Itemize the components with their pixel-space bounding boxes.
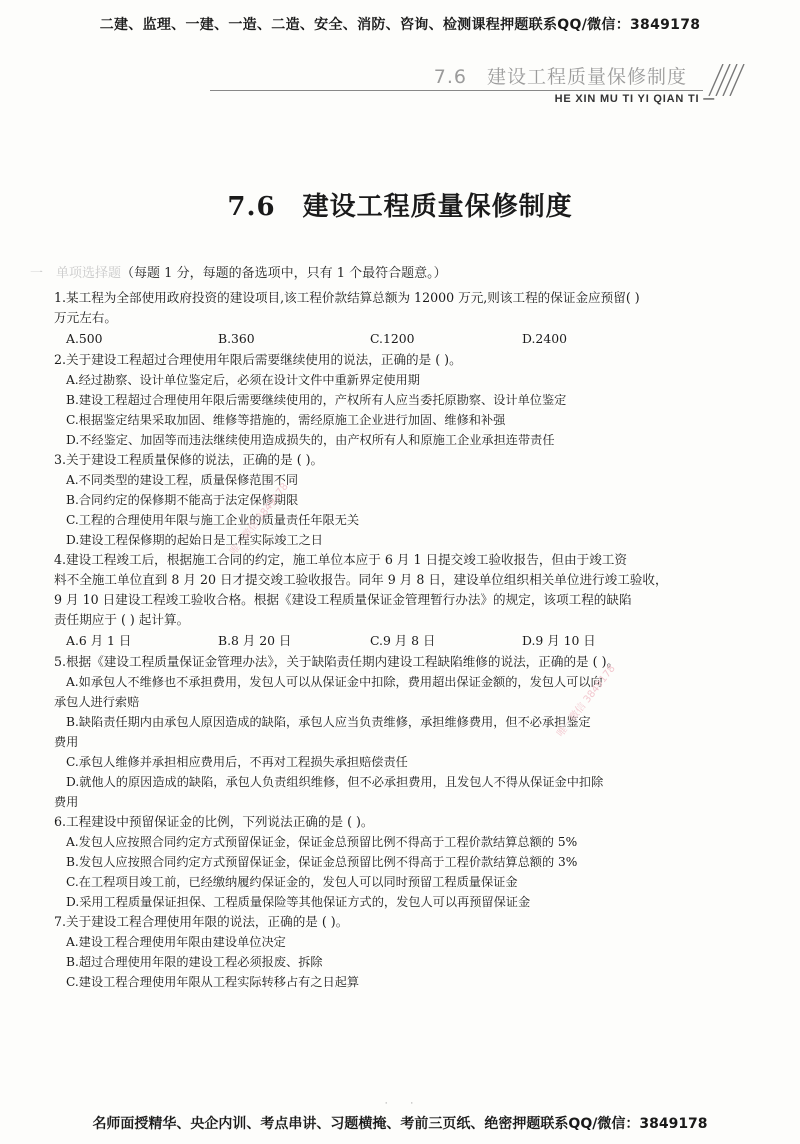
question-block — [54, 812, 772, 912]
answer-option: C.工程的合理使用年限与施工企业的质量责任年限无关 — [66, 513, 360, 527]
question-stem-continued: 责任期应于 ( ) 起计算。 — [54, 612, 190, 627]
answer-option: D.就他人的原因造成的缺陷，承包人负责组织维修，但不必承担费用，且发包人不得从保证金中扣除 — [66, 775, 604, 789]
section-prefix: 一 — [30, 266, 57, 281]
answer-option-continued: 承包人进行索赔 — [54, 695, 140, 709]
question-stem: 7.关于建设工程合理使用年限的说法，正确的是 ( )。 — [54, 914, 349, 929]
answer-option: A.如承包人不维修也不承担费用，发包人可以从保证金中扣除，费用超出保证金额的，发包人可以向 — [66, 675, 603, 689]
answer-option: A.不同类型的建设工程，质量保修范围不同 — [66, 473, 299, 487]
question-stem: 4.建设工程竣工后，根据施工合同的约定，施工单位本应于 6 月 1 日提交竣工验收报告，但由于竣工资 — [54, 552, 627, 567]
watermark-text: 唯一微信 3849178 — [228, 481, 291, 558]
question-block — [54, 652, 772, 812]
answer-option: B.发包人应按照合同约定方式预留保证金，保证金总预留比例不得高于工程价款结算总额的 3% — [66, 855, 578, 869]
page-number: · · — [384, 1099, 416, 1109]
question-stem: 2.关于建设工程超过合理使用年限后需要继续使用的说法，正确的是 ( )。 — [54, 352, 462, 367]
answer-option: A.发包人应按照合同约定方式预留保证金，保证金总预留比例不得高于工程价款结算总额的 5% — [66, 835, 578, 849]
answer-option: D.建设工程保修期的起始日是工程实际竣工之日 — [66, 533, 323, 547]
hatch-decoration-icon — [701, 64, 745, 96]
question-stem-continued: 9 月 10 日建设工程竣工验收合格。根据《建设工程质量保证金管理暂行办法》的规定，该项工程的缺陷 — [54, 592, 632, 607]
question-list — [54, 288, 772, 992]
answer-option: C.建设工程合理使用年限从工程实际转移占有之日起算 — [66, 975, 360, 989]
answer-options-row — [54, 328, 772, 350]
section-label: 单项选择题 — [56, 266, 122, 281]
answer-option: B.360 — [218, 331, 255, 346]
question-block — [54, 450, 772, 550]
running-head — [210, 60, 745, 110]
bottom-contact-banner: 名师面授精华、央企内训、考点串讲、习题横掩、考前三页纸、绝密押题联系QQ/微信：3849178 — [92, 1116, 708, 1132]
question-stem: 3.关于建设工程质量保修的说法，正确的是 ( )。 — [54, 452, 324, 467]
section-heading — [30, 262, 447, 281]
question-block — [54, 350, 772, 450]
answer-option: B.8 月 20 日 — [218, 633, 292, 648]
answer-options-row — [54, 630, 772, 652]
answer-option: C.在工程项目竣工前，已经缴纳履约保证金的，发包人可以同时预留工程质量保证金 — [66, 875, 518, 889]
answer-option-continued: 费用 — [54, 795, 79, 809]
answer-option: B.建设工程超过合理使用年限后需要继续使用的，产权所有人应当委托原勘察、设计单位鉴定 — [66, 393, 567, 407]
answer-option: C.9 月 8 日 — [370, 633, 436, 648]
answer-option: B.缺陷责任期内由承包人原因造成的缺陷，承包人应当负责维修，承担维修费用，但不必承担鉴定 — [66, 715, 591, 729]
question-stem: 5.根据《建设工程质量保证金管理办法》，关于缺陷责任期内建设工程缺陷维修的说法，正确的是 ( )。 — [54, 654, 620, 669]
question-block — [54, 550, 772, 652]
answer-option: C.承包人维修并承担相应费用后，不再对工程损失承担赔偿责任 — [66, 755, 408, 769]
answer-option: D.不经鉴定、加固等而违法继续使用造成损失的，由产权所有人和原施工企业承担连带责任 — [66, 433, 555, 447]
answer-option: A.建设工程合理使用年限由建设单位决定 — [66, 935, 286, 949]
question-block — [54, 288, 772, 350]
answer-option: A.6 月 1 日 — [66, 633, 132, 648]
answer-option: A.经过勘察、设计单位鉴定后，必须在设计文件中重新界定使用期 — [66, 373, 420, 387]
question-block — [54, 912, 772, 992]
running-head-title: 7.6 建设工程质量保修制度 — [433, 66, 687, 88]
answer-option: B.超过合理使用年限的建设工程必须报废、拆除 — [66, 955, 323, 969]
answer-option: D.9 月 10 日 — [522, 633, 596, 648]
top-contact-banner: 二建、监理、一建、一造、二造、安全、消防、咨询、检测课程押题联系QQ/微信：3849178 — [99, 17, 701, 33]
section-note: （每题 1 分，每题的备选项中，只有 1 个最符合题意。） — [121, 266, 447, 281]
answer-option: D.采用工程质量保证担保、工程质量保险等其他保证方式的，发包人可以再预留保证金 — [66, 895, 531, 909]
answer-option-continued: 费用 — [54, 735, 79, 749]
question-stem-continued: 万元左右。 — [54, 310, 117, 325]
answer-option: C.根据鉴定结果采取加固、维修等措施的，需经原施工企业进行加固、维修和补强 — [66, 413, 506, 427]
question-stem: 1.某工程为全部使用政府投资的建设项目,该工程价款结算总额为 12000 万元,则该工程的保证金应预留( ) — [54, 290, 640, 305]
answer-option: B.合同约定的保修期不能高于法定保修期限 — [66, 493, 299, 507]
question-stem-continued: 料不全施工单位直到 8 月 20 日才提交竣工验收报告。同年 9 月 8 日，建设单位组织相关单位进行竣工验收， — [54, 572, 668, 587]
answer-option: D.2400 — [522, 331, 567, 346]
answer-option: C.1200 — [370, 331, 415, 346]
running-head-subtitle: HE XIN MU TI YI QIAN TI — — [554, 93, 715, 105]
running-head-rule — [210, 90, 703, 91]
question-stem: 6.工程建设中预留保证金的比例，下列说法正确的是 ( )。 — [54, 814, 374, 829]
watermark-text: 唯一微信 3849178 — [555, 663, 618, 740]
answer-option: A.500 — [66, 331, 103, 346]
chapter-title: 7.6 建设工程质量保修制度 — [227, 192, 573, 222]
